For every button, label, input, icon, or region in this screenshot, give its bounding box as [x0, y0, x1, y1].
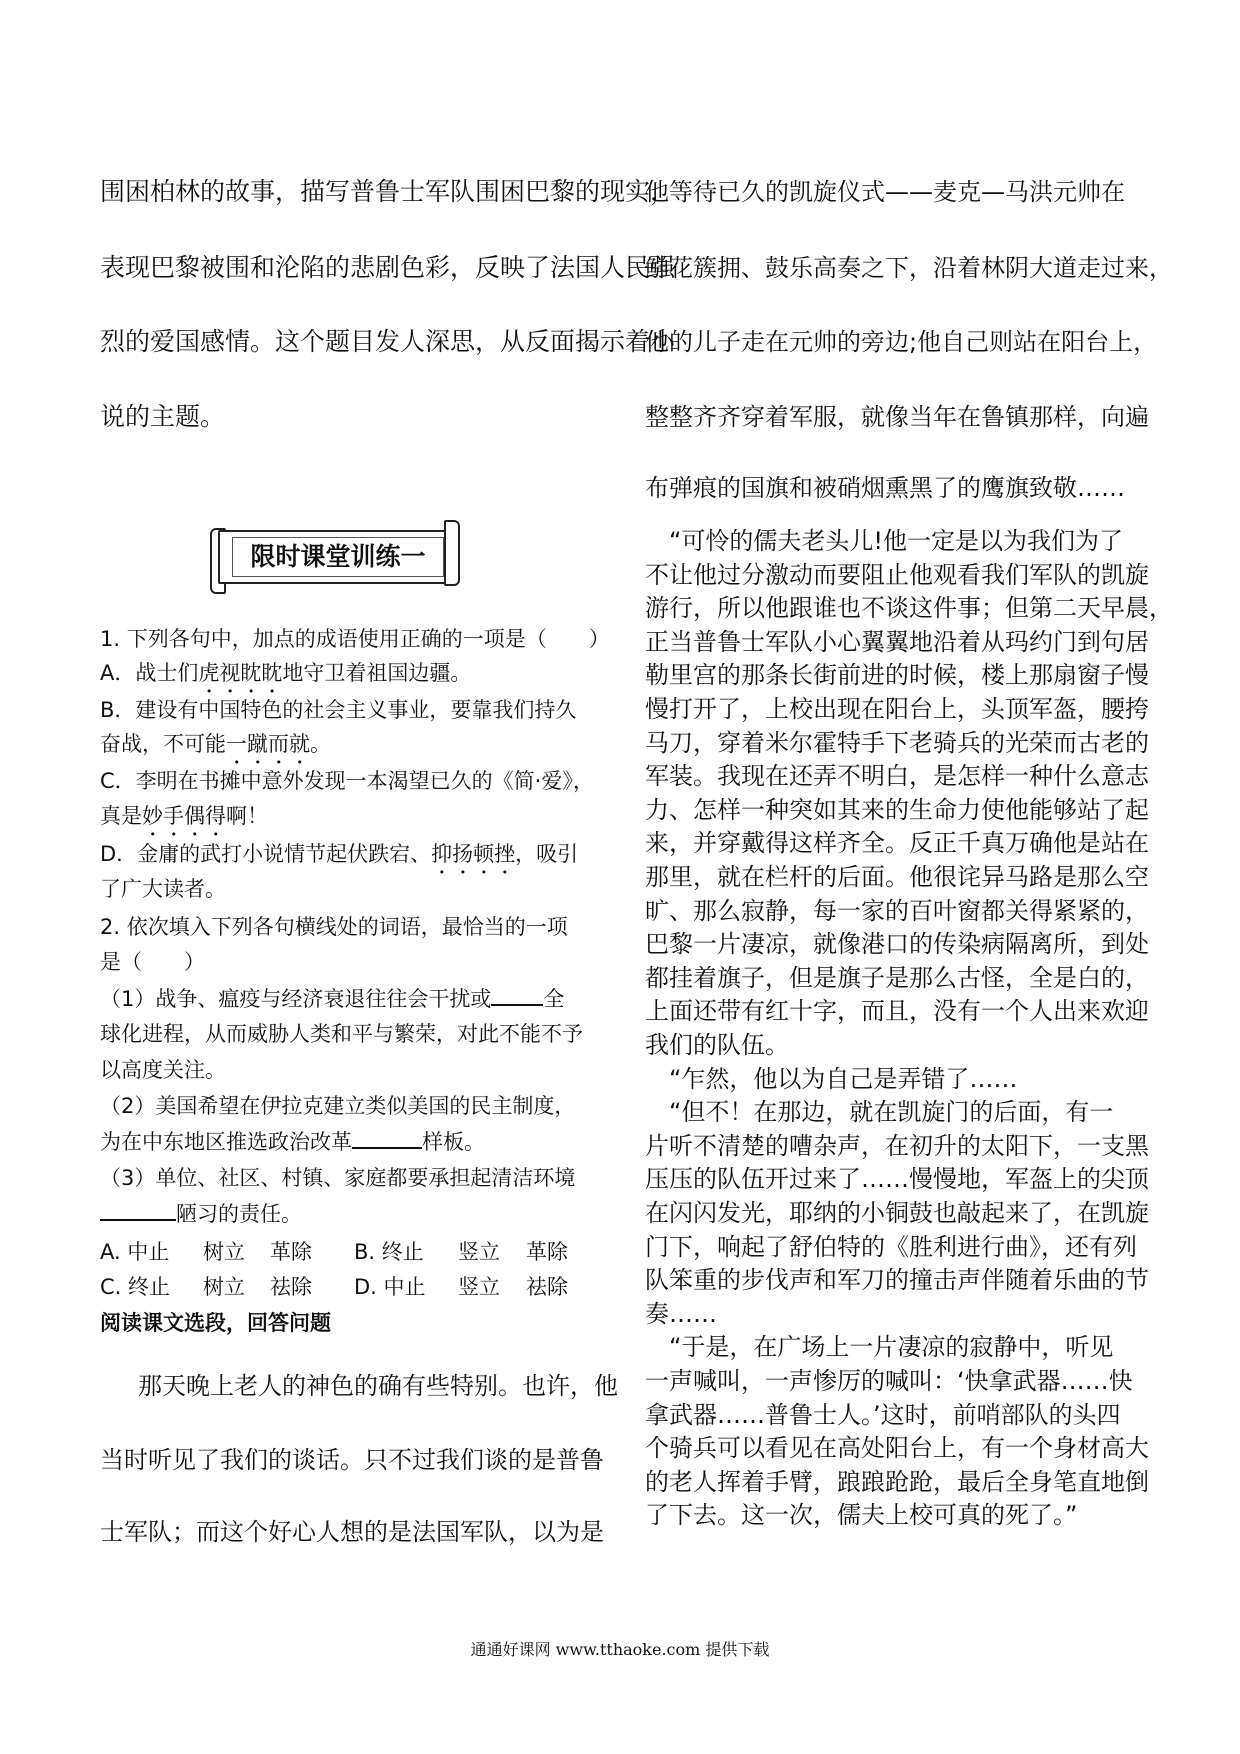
banner-title: 限时课堂训练一: [232, 537, 444, 577]
q2-s3-suffix: 陋习的责任。: [176, 1202, 302, 1226]
right-body-line: 勒里宫的那条长街前进的时候，楼上那扇窗子慢: [645, 661, 1149, 689]
right-body-line: 军装。我现在还弄不明白，是怎样一种什么意志: [645, 762, 1149, 790]
q2-s1-line3: 以高度关注。: [100, 1058, 226, 1082]
right-body-line: 个骑兵可以看见在高处阳台上，有一个身材高大: [645, 1434, 1149, 1462]
right-top-line: 整整齐齐穿着军服，就像当年在鲁镇那样，向遍: [645, 403, 1149, 431]
right-body-line: 都挂着旗子，但是旗子是那么古怪，全是白的，: [645, 964, 1149, 992]
option-b-word3: 革除: [526, 1240, 568, 1264]
q1-c-idiom: 妙手偶得: [142, 804, 226, 828]
right-body-line: 力、怎样一种突如其来的生命力使他能够站了起: [645, 796, 1149, 824]
right-body-line: 巴黎一片凄凉，就像港口的传染病隔离所，到处: [645, 930, 1149, 958]
answer-blank: [491, 984, 543, 1006]
right-body-line: 正当普鲁士军队小心翼翼地沿着从玛约门到句居: [645, 628, 1149, 656]
q1-d-prefix: D．金庸的武打小说情节起伏跌宕、: [100, 842, 432, 866]
q1-option-b-line2: [100, 728, 331, 769]
left-top-line: 说的主题。: [100, 402, 226, 431]
right-body-line: 慢打开了，上校出现在阳台上，头顶军盔，腰挎: [645, 695, 1149, 723]
q2-stem-line2: 是（ ）: [100, 950, 205, 974]
option-b-word2: 竖立: [458, 1240, 500, 1264]
right-body-line: 队笨重的步伐声和军刀的撞击声伴随着乐曲的节: [645, 1266, 1149, 1294]
q1-a-idiom: 虎视眈眈: [198, 661, 283, 685]
right-body-line: 游行，所以他跟谁也不谈这件事；但第二天早晨，: [645, 594, 1173, 622]
right-body-line: 来，并穿戴得这样齐全。反正千真万确他是站在: [645, 829, 1149, 857]
option-b: B. 终止: [354, 1240, 424, 1264]
right-body-line: 旷、那么寂静，每一家的百叶窗都关得紧紧的，: [645, 897, 1149, 925]
q1-d-suffix: ，吸引: [515, 842, 579, 866]
footer-credit: 通通好课网 www.tthaoke.com 提供下载: [470, 1640, 770, 1659]
left-top-line: 表现巴黎被围和沦陷的悲剧色彩，反映了法国人民强: [100, 253, 676, 282]
q1-option-c-line2: [100, 800, 268, 841]
q2-s3-line1: （3）单位、社区、村镇、家庭都要承担起清洁环境: [100, 1166, 576, 1190]
q1-d-idiom: 抑扬顿挫: [431, 842, 516, 866]
left-top-line: 围困柏林的故事，描写普鲁士军队围困巴黎的现实，: [100, 177, 676, 206]
right-body-line: 门下，响起了舒伯特的《胜利进行曲》，还有列: [645, 1233, 1137, 1261]
q2-s1-suffix: 全: [543, 987, 565, 1011]
right-body-line: 一声喊叫，一声惨厉的喊叫：‘快拿武器……快: [645, 1367, 1133, 1395]
q2-s2-line1: （2）美国希望在伊拉克建立类似美国的民主制度，: [100, 1094, 576, 1118]
right-body-line: 马刀，穿着米尔霍特手下老骑兵的光荣而古老的: [645, 729, 1149, 757]
option-a-word2: 树立: [203, 1240, 245, 1264]
q1-b-idiom: 一蹴而就: [226, 732, 310, 756]
option-c: C. 终止: [100, 1275, 171, 1299]
option-d-word3: 祛除: [526, 1275, 568, 1299]
q1-a-prefix: A．战士们: [100, 661, 199, 685]
q2-s2-suffix: 样板。: [422, 1130, 485, 1154]
right-body-line: 片听不清楚的嘈杂声，在初升的太阳下，一支黑: [645, 1132, 1149, 1160]
option-c-word2: 树立: [203, 1275, 245, 1299]
q1-c-suffix: 啊！: [226, 804, 268, 828]
q2-s1-prefix: （1）战争、瘟疫与经济衰退往往会干扰或: [100, 987, 492, 1011]
right-body-line: 我们的队伍。: [645, 1031, 789, 1059]
q1-stem: 1. 下列各句中，加点的成语使用正确的一项是（ ）: [100, 627, 610, 651]
q2-s2-line2: [100, 1126, 485, 1156]
right-body-line: 压压的队伍开过来了……慢慢地，军盔上的尖顶: [645, 1165, 1149, 1193]
left-top-line: 烈的爱国感情。这个题目发人深思，从反面揭示着小: [100, 327, 676, 356]
right-body-line: 奏……: [645, 1300, 717, 1328]
q1-option-b-line1: B．建设有中国特色的社会主义事业，要靠我们持久: [100, 698, 577, 722]
right-body-line: 那里，就在栏杆的后面。他很诧异马路是那么空: [645, 863, 1149, 891]
reading-line: 当时听见了我们的谈话。只不过我们谈的是普鲁: [100, 1446, 604, 1474]
right-top-line: 布弹痕的国旗和被硝烟熏黑了的鹰旗致敬……: [645, 474, 1125, 502]
right-top-line: 他的儿子走在元帅的旁边;他自己则站在阳台上，: [645, 328, 1158, 356]
right-body-line: “可怜的儒夫老头儿!他一定是以为我们为了: [645, 527, 1124, 555]
right-body-line: 拿武器……普鲁士人。’这时，前哨部队的头四: [645, 1401, 1121, 1429]
right-body-line: 上面还带有红十字，而且，没有一个人出来欢迎: [645, 997, 1149, 1025]
right-body-line: 了下去。这一次，儒夫上校可真的死了。”: [645, 1501, 1078, 1529]
right-top-line: 他等待已久的凯旋仪式——麦克—马洪元帅在: [645, 178, 1125, 206]
section-banner: [210, 520, 460, 588]
q2-s1-line1: [100, 983, 564, 1013]
reading-line: 士军队；而这个好心人想的是法国军队，以为是: [100, 1518, 604, 1546]
q1-c-prefix: 真是: [100, 804, 142, 828]
q2-s1-line2: 球化进程，从而威胁人类和平与繁荣，对此不能不予: [100, 1022, 583, 1046]
q1-b-prefix: 奋战，不可能: [100, 732, 226, 756]
right-body-line: “于是，在广场上一片凄凉的寂静中，听见: [645, 1333, 1114, 1361]
q1-b-suffix: 。: [310, 732, 331, 756]
q2-s2-prefix: 为在中东地区推选政治改革: [100, 1130, 352, 1154]
option-a-word3: 革除: [270, 1240, 312, 1264]
option-a: A. 中止: [100, 1240, 170, 1264]
right-top-line: 鲜花簇拥、鼓乐高奏之下，沿着林阴大道走过来，: [645, 254, 1173, 282]
answer-blank: [352, 1127, 422, 1149]
right-body-line: 的老人挥着手臂，踉踉跄跄，最后全身笔直地倒: [645, 1468, 1149, 1496]
q1-option-d-line2: 了广大读者。: [100, 877, 226, 901]
option-c-word3: 祛除: [270, 1275, 312, 1299]
q1-a-suffix: 地守卫着祖国边疆。: [282, 661, 472, 685]
q1-option-c-line1: C．李明在书摊中意外发现一本渴望已久的《简·爱》，: [100, 769, 594, 793]
reading-line: 那天晚上老人的神色的确有些特别。也许，他: [138, 1372, 618, 1400]
right-body-line: “乍然，他以为自己是弄错了……: [645, 1065, 1018, 1093]
option-d: D. 中止: [354, 1275, 426, 1299]
scroll-curl-right: [444, 520, 460, 586]
right-body-line: “但不！在那边，就在凯旋门的后面，有一: [645, 1098, 1114, 1126]
right-body-line: 不让他过分激动而要阻止他观看我们军队的凯旋: [645, 561, 1149, 589]
q2-stem-line1: 2. 依次填入下列各句横线处的词语，最恰当的一项: [100, 915, 568, 939]
scroll-body: [218, 530, 458, 584]
answer-blank: [100, 1199, 176, 1221]
option-d-word2: 竖立: [458, 1275, 500, 1299]
q1-option-a: [100, 657, 471, 698]
reading-heading: 阅读课文选段，回答问题: [100, 1311, 331, 1335]
q2-s3-line2: [100, 1198, 302, 1228]
right-body-line: 在闪闪发光，耶纳的小铜鼓也敲起来了，在凯旋: [645, 1199, 1149, 1227]
